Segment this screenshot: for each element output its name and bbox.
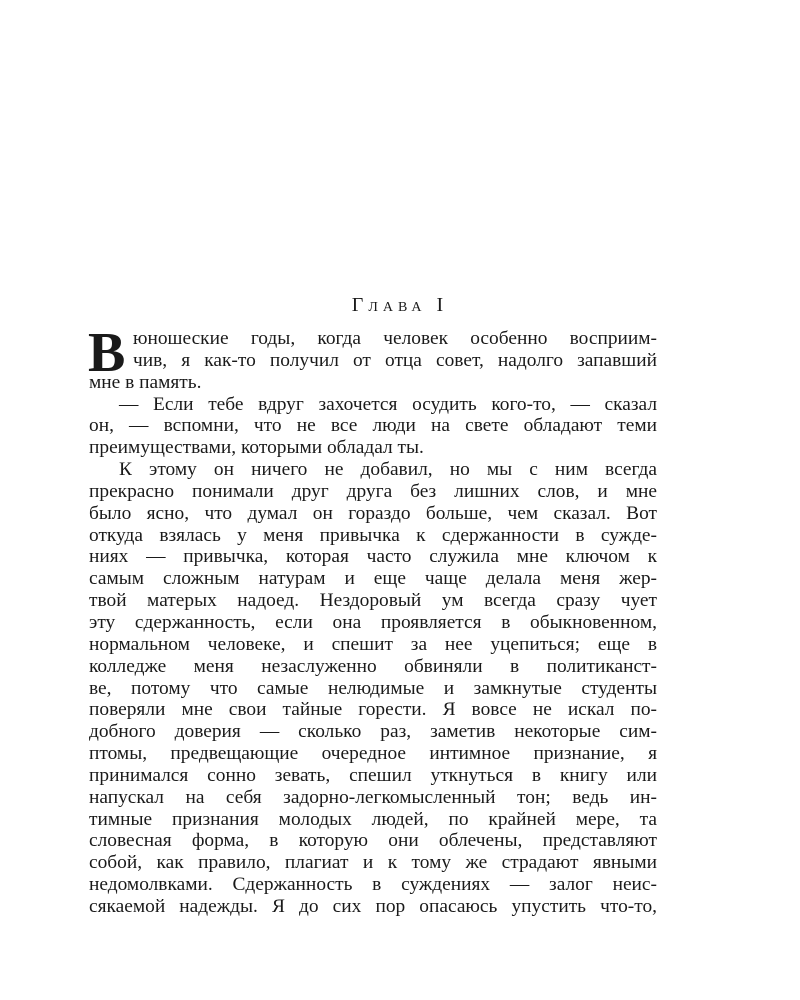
text-line: принимался сонно зевать, спешил уткнуться в книгу или — [89, 764, 657, 786]
text-line: К этому он ничего не добавил, но мы с ним всегда — [119, 459, 657, 481]
text-line: преимуществами, которыми обладал ты. — [89, 437, 424, 459]
text-line: мне в память. — [89, 371, 202, 393]
text-line: — Если тебе вдруг захочется осудить кого-то, — сказал — [119, 393, 657, 415]
text-line: добного доверия — сколько раз, заметив некоторые сим- — [89, 721, 657, 743]
text-line: словесная форма, в которую они облечены, представляют — [89, 830, 657, 852]
text-line: тимные признания молодых людей, по крайней мере, та — [89, 808, 657, 830]
text-line: он, — вспомни, что не все люди на свете обладают теми — [89, 415, 657, 437]
text-line: напускал на себя задорно-легкомысленный тон; ведь ин- — [89, 786, 657, 808]
drop-cap: В — [88, 322, 126, 384]
text-line: собой, как правило, плагиат и к тому же страдают явными — [89, 852, 657, 874]
text-line: твой матерых надоед. Нездоровый ум всегда сразу чует — [89, 590, 657, 612]
text-line: юношеские годы, когда человек особенно восприим- — [133, 328, 657, 349]
text-line: нормальном человеке, и спешит за нее уцепиться; еще в — [89, 633, 657, 655]
text-line: поверяли мне свои тайные горести. Я вовсе не искал по- — [89, 699, 657, 721]
text-line: сякаемой надежды. Я до сих пор опасаюсь упустить что-то, — [89, 895, 657, 917]
chapter-body — [88, 322, 657, 918]
text-line: самым сложным натурам и еще чаще делала меня жер- — [89, 568, 657, 590]
text-line: эту сдержанность, если она проявляется в обыкновенном, — [89, 611, 657, 633]
text-line: недомолвками. Сдержанность в суждениях — залог неис- — [89, 874, 657, 896]
text-line: было ясно, что думал он гораздо больше, чем сказал. Вот — [89, 502, 657, 524]
text-line: откуда взялась у меня привычка к сдержанности в сужде- — [89, 524, 657, 546]
text-line: птомы, предвещающие очередное интимное признание, я — [89, 743, 657, 765]
text-line: ве, потому что самые нелюдимые и замкнутые студенты — [89, 677, 657, 699]
text-line: колледже меня незаслуженно обвиняли в политиканст- — [89, 655, 657, 677]
chapter-title: Глава I — [351, 294, 449, 316]
text-line: прекрасно понимали друг друга без лишних слов, и мне — [89, 480, 657, 502]
text-line: чив, я как-то получил от отца совет, надолго запавший — [133, 349, 657, 371]
text-line: ниях — привычка, которая часто служила мне ключом к — [89, 546, 657, 568]
